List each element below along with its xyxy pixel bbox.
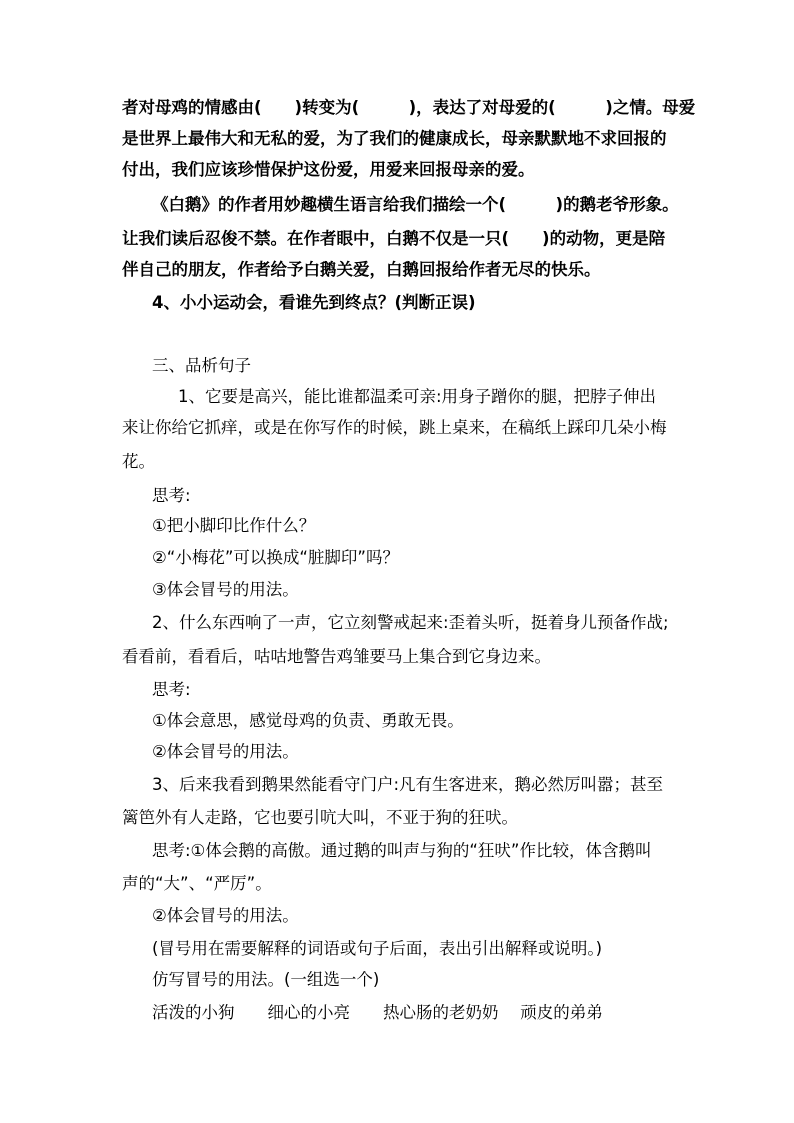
question-heading: 4、小小运动会，看谁先到终点？(判断正误) xyxy=(152,293,476,312)
think-label: 思考: xyxy=(152,486,191,505)
text-line: 是世界上最伟大和无私的爱，为了我们的健康成长，母亲默默地不求回报的 xyxy=(122,129,667,148)
text-line: 花。 xyxy=(122,452,155,471)
text-line: 1、它要是高兴，能比谁都温柔可亲:用身子蹭你的腿，把脖子伸出 xyxy=(178,387,657,406)
text-line: 付出，我们应该珍惜保护这份爱，用爱来回报母亲的爱。 xyxy=(122,160,535,179)
note-line: (冒号用在需要解释的词语或句子后面，表出引出解释或说明。) xyxy=(152,939,603,958)
text-line: 来让你给它抓痒，或是在你写作的时候，跳上桌来，在稿纸上踩印几朵小梅 xyxy=(122,418,667,437)
text-line: 伴自己的朋友，作者给予白鹅关爱，白鹅回报给作者无尽的快乐。 xyxy=(122,260,601,279)
text-line: 者对母鸡的情感由( )转变为( )，表达了对母爱的( )之情。母爱 xyxy=(122,98,696,117)
text-line: 看看前，看看后，咕咕地警告鸡雏要马上集合到它身边来。 xyxy=(122,647,551,666)
section-heading: 三、品析句子 xyxy=(152,356,251,375)
text-line: ②体会冒号的用法。 xyxy=(152,906,299,925)
text-line: 声的“大”、“严厉”。 xyxy=(122,874,272,893)
text-line: 篱笆外有人走路，它也要引吭大叫，不亚于狗的狂吠。 xyxy=(122,808,518,827)
text-line: 2、什么东西响了一声，它立刻警戒起来:歪着头听，挺着身儿预备作战; xyxy=(152,613,669,632)
text-line: 活泼的小狗 细心的小亮 热心肠的老奶奶 顽皮的弟弟 xyxy=(152,1003,603,1022)
text-line: 让我们读后忍俊不禁。在作者眼中，白鹅不仅是一只( )的动物，更是陪 xyxy=(122,229,666,248)
text-line: ②体会冒号的用法。 xyxy=(152,742,299,761)
text-line: ②“小梅花”可以换成“脏脚印”吗？ xyxy=(152,548,399,567)
text-line: ③体会冒号的用法。 xyxy=(152,580,299,599)
text-line: 思考:①体会鹅的高傲。通过鹅的叫声与狗的“狂吠”作比较，体含鹅叫 xyxy=(152,841,652,860)
text-line: ①把小脚印比作什么？ xyxy=(152,516,316,535)
text-line: 《白鹅》的作者用妙趣横生语言给我们描绘一个( )的鹅老爷形象。 xyxy=(152,195,679,214)
text-line: ①体会意思，感觉母鸡的负责、勇敢无畏。 xyxy=(152,711,464,730)
text-line: 仿写冒号的用法。(一组选一个) xyxy=(152,970,380,989)
text-line: 3、后来我看到鹅果然能看守门户:凡有生客进来，鹅必然厉叫嚣；甚至 xyxy=(152,775,664,794)
think-label: 思考: xyxy=(152,680,191,699)
